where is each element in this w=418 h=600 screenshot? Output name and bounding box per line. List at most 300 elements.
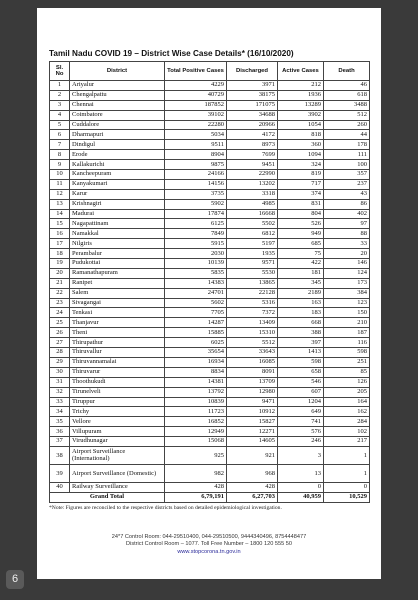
table-row <box>50 288 370 298</box>
row-positive: 14287 <box>165 318 227 328</box>
row-death: 126 <box>324 377 370 387</box>
row-sl-no: 12 <box>50 189 70 199</box>
row-death: 618 <box>324 90 370 100</box>
row-positive: 22280 <box>165 120 227 130</box>
row-death: 33 <box>324 239 370 249</box>
row-death: 237 <box>324 179 370 189</box>
row-sl-no: 16 <box>50 229 70 239</box>
footnote: *Note: Figures are reconciled to the respective districts based on detailed epidemiological investigation. <box>49 504 282 511</box>
row-active: 1204 <box>278 397 324 407</box>
row-active: 360 <box>278 140 324 150</box>
row-death: 44 <box>324 130 370 140</box>
row-discharged: 22990 <box>227 170 278 180</box>
row-discharged: 6812 <box>227 229 278 239</box>
row-positive: 40729 <box>165 90 227 100</box>
table-row <box>50 407 370 417</box>
row-death: 97 <box>324 219 370 229</box>
row-discharged: 5530 <box>227 268 278 278</box>
row-death: 512 <box>324 110 370 120</box>
row-positive: 7705 <box>165 308 227 318</box>
row-positive: 7849 <box>165 229 227 239</box>
row-district: Thiruvarur <box>70 367 165 377</box>
row-discharged: 7372 <box>227 308 278 318</box>
row-discharged: 968 <box>227 464 278 482</box>
row-active: 2189 <box>278 288 324 298</box>
row-sl-no: 24 <box>50 308 70 318</box>
row-active: 1094 <box>278 150 324 160</box>
row-death: 173 <box>324 278 370 288</box>
row-death: 43 <box>324 189 370 199</box>
row-sl-no: 36 <box>50 427 70 437</box>
row-discharged: 13865 <box>227 278 278 288</box>
row-positive: 35654 <box>165 348 227 358</box>
row-discharged: 15827 <box>227 417 278 427</box>
table-row <box>50 189 370 199</box>
table-row <box>50 397 370 407</box>
row-active: 668 <box>278 318 324 328</box>
row-discharged: 3971 <box>227 81 278 91</box>
website-link[interactable]: www.stopcorona.tn.gov.in <box>177 548 241 555</box>
row-sl-no: 5 <box>50 120 70 130</box>
row-discharged: 921 <box>227 446 278 464</box>
row-active: 163 <box>278 298 324 308</box>
row-sl-no: 38 <box>50 446 70 464</box>
row-discharged: 16668 <box>227 209 278 219</box>
contact-footer <box>49 534 369 557</box>
row-active: 526 <box>278 219 324 229</box>
table-row <box>50 464 370 482</box>
row-active: 1936 <box>278 90 324 100</box>
row-active: 0 <box>278 482 324 492</box>
row-active: 949 <box>278 229 324 239</box>
row-district: Chennai <box>70 100 165 110</box>
row-discharged: 8091 <box>227 367 278 377</box>
row-death: 402 <box>324 209 370 219</box>
table-row <box>50 367 370 377</box>
row-positive: 9511 <box>165 140 227 150</box>
row-positive: 8904 <box>165 150 227 160</box>
header-district: District <box>70 62 165 81</box>
row-active: 388 <box>278 328 324 338</box>
table-row <box>50 377 370 387</box>
table-row <box>50 179 370 189</box>
row-discharged: 9471 <box>227 397 278 407</box>
table-row <box>50 100 370 110</box>
row-positive: 14381 <box>165 377 227 387</box>
row-district: Tirunelveli <box>70 387 165 397</box>
row-district: Krishnagiri <box>70 199 165 209</box>
table-row <box>50 140 370 150</box>
table-row <box>50 90 370 100</box>
row-sl-no: 39 <box>50 464 70 482</box>
table-row <box>50 209 370 219</box>
row-discharged: 1935 <box>227 249 278 259</box>
row-positive: 5034 <box>165 130 227 140</box>
row-active: 13 <box>278 464 324 482</box>
row-district: Cuddalore <box>70 120 165 130</box>
table-row <box>50 110 370 120</box>
row-district: Ramanathapuram <box>70 268 165 278</box>
table-row <box>50 318 370 328</box>
row-death: 88 <box>324 229 370 239</box>
row-sl-no: 22 <box>50 288 70 298</box>
row-death: 85 <box>324 367 370 377</box>
row-sl-no: 7 <box>50 140 70 150</box>
row-district: Kallakurichi <box>70 160 165 170</box>
row-discharged: 15310 <box>227 328 278 338</box>
row-death: 46 <box>324 81 370 91</box>
table-row <box>50 338 370 348</box>
row-discharged: 38175 <box>227 90 278 100</box>
row-district: Madurai <box>70 209 165 219</box>
row-death: 1 <box>324 464 370 482</box>
row-active: 607 <box>278 387 324 397</box>
table-row <box>50 437 370 447</box>
row-district: Villupuram <box>70 427 165 437</box>
row-positive: 4229 <box>165 81 227 91</box>
table-row <box>50 219 370 229</box>
row-positive: 14156 <box>165 179 227 189</box>
row-active: 831 <box>278 199 324 209</box>
table-row <box>50 199 370 209</box>
row-death: 102 <box>324 427 370 437</box>
row-positive: 3735 <box>165 189 227 199</box>
row-district: Kancheepuram <box>70 170 165 180</box>
row-discharged: 5316 <box>227 298 278 308</box>
row-sl-no: 35 <box>50 417 70 427</box>
row-discharged: 5197 <box>227 239 278 249</box>
table-row <box>50 160 370 170</box>
row-death: 178 <box>324 140 370 150</box>
row-district: Trichy <box>70 407 165 417</box>
row-discharged: 13202 <box>227 179 278 189</box>
row-active: 649 <box>278 407 324 417</box>
row-district: Nilgiris <box>70 239 165 249</box>
row-active: 324 <box>278 160 324 170</box>
row-death: 260 <box>324 120 370 130</box>
table-row <box>50 150 370 160</box>
row-positive: 16934 <box>165 357 227 367</box>
row-active: 181 <box>278 268 324 278</box>
row-positive: 2030 <box>165 249 227 259</box>
table-row <box>50 229 370 239</box>
table-row <box>50 446 370 464</box>
row-district: Kanyakumari <box>70 179 165 189</box>
row-active: 374 <box>278 189 324 199</box>
row-active: 685 <box>278 239 324 249</box>
row-discharged: 9451 <box>227 160 278 170</box>
table-row <box>50 278 370 288</box>
grand-total-row <box>50 492 370 502</box>
row-district: Salem <box>70 288 165 298</box>
row-positive: 15885 <box>165 328 227 338</box>
row-death: 150 <box>324 308 370 318</box>
row-positive: 17874 <box>165 209 227 219</box>
row-positive: 24166 <box>165 170 227 180</box>
row-active: 422 <box>278 259 324 269</box>
grand-total-positive: 6,79,191 <box>165 492 227 502</box>
row-active: 741 <box>278 417 324 427</box>
row-death: 1 <box>324 446 370 464</box>
row-death: 164 <box>324 397 370 407</box>
row-district: Airport Surveillance (Domestic) <box>70 464 165 482</box>
row-positive: 16852 <box>165 417 227 427</box>
row-active: 183 <box>278 308 324 318</box>
row-district: Airport Surveillance (International) <box>70 446 165 464</box>
row-sl-no: 40 <box>50 482 70 492</box>
district-control-line: District Control Room – 1077. Toll Free Number – 1800 120 555 50 <box>126 541 292 548</box>
row-sl-no: 10 <box>50 170 70 180</box>
row-positive: 187852 <box>165 100 227 110</box>
grand-total-active: 40,959 <box>278 492 324 502</box>
header-death: Death <box>324 62 370 81</box>
row-district: Pudukottai <box>70 259 165 269</box>
table-row <box>50 348 370 358</box>
table-row <box>50 259 370 269</box>
row-death: 598 <box>324 348 370 358</box>
row-active: 246 <box>278 437 324 447</box>
table-row <box>50 387 370 397</box>
row-death: 384 <box>324 288 370 298</box>
row-sl-no: 27 <box>50 338 70 348</box>
row-active: 819 <box>278 170 324 180</box>
row-sl-no: 9 <box>50 160 70 170</box>
row-discharged: 12271 <box>227 427 278 437</box>
row-sl-no: 31 <box>50 377 70 387</box>
table-row <box>50 268 370 278</box>
row-district: Virudhunagar <box>70 437 165 447</box>
row-death: 86 <box>324 199 370 209</box>
row-discharged: 10912 <box>227 407 278 417</box>
row-sl-no: 20 <box>50 268 70 278</box>
row-sl-no: 26 <box>50 328 70 338</box>
row-positive: 10839 <box>165 397 227 407</box>
row-district: Thanjavur <box>70 318 165 328</box>
row-sl-no: 6 <box>50 130 70 140</box>
row-discharged: 8973 <box>227 140 278 150</box>
row-positive: 6025 <box>165 338 227 348</box>
row-active: 576 <box>278 427 324 437</box>
row-death: 205 <box>324 387 370 397</box>
grand-total-death: 10,529 <box>324 492 370 502</box>
control-room-line: 24*7 Control Room: 044-29510400, 044-29510500, 9444340496, 8754448477 <box>111 533 307 540</box>
row-active: 717 <box>278 179 324 189</box>
row-sl-no: 30 <box>50 367 70 377</box>
row-sl-no: 28 <box>50 348 70 358</box>
table-row <box>50 170 370 180</box>
row-positive: 12949 <box>165 427 227 437</box>
table-row <box>50 249 370 259</box>
row-discharged: 171075 <box>227 100 278 110</box>
row-positive: 15068 <box>165 437 227 447</box>
row-death: 0 <box>324 482 370 492</box>
row-district: Chengalpattu <box>70 90 165 100</box>
row-district: Railway Surveillance <box>70 482 165 492</box>
table-row <box>50 298 370 308</box>
row-sl-no: 32 <box>50 387 70 397</box>
row-sl-no: 37 <box>50 437 70 447</box>
row-sl-no: 29 <box>50 357 70 367</box>
row-sl-no: 17 <box>50 239 70 249</box>
row-sl-no: 15 <box>50 219 70 229</box>
row-positive: 11723 <box>165 407 227 417</box>
district-case-table <box>49 61 370 503</box>
row-positive: 5602 <box>165 298 227 308</box>
row-positive: 925 <box>165 446 227 464</box>
row-positive: 982 <box>165 464 227 482</box>
row-death: 162 <box>324 407 370 417</box>
row-discharged: 5512 <box>227 338 278 348</box>
page-number-badge: 6 <box>6 570 24 589</box>
row-discharged: 5502 <box>227 219 278 229</box>
row-sl-no: 8 <box>50 150 70 160</box>
row-active: 397 <box>278 338 324 348</box>
row-district: Thoothukudi <box>70 377 165 387</box>
table-row <box>50 239 370 249</box>
row-positive: 24701 <box>165 288 227 298</box>
row-sl-no: 1 <box>50 81 70 91</box>
row-active: 598 <box>278 357 324 367</box>
row-positive: 5915 <box>165 239 227 249</box>
row-positive: 14383 <box>165 278 227 288</box>
row-district: Vellore <box>70 417 165 427</box>
row-sl-no: 19 <box>50 259 70 269</box>
row-sl-no: 14 <box>50 209 70 219</box>
row-active: 818 <box>278 130 324 140</box>
row-death: 116 <box>324 338 370 348</box>
row-discharged: 16085 <box>227 357 278 367</box>
row-sl-no: 18 <box>50 249 70 259</box>
row-death: 123 <box>324 298 370 308</box>
row-positive: 5902 <box>165 199 227 209</box>
row-discharged: 4985 <box>227 199 278 209</box>
table-row <box>50 482 370 492</box>
row-death: 146 <box>324 259 370 269</box>
row-death: 124 <box>324 268 370 278</box>
table-row <box>50 417 370 427</box>
row-sl-no: 21 <box>50 278 70 288</box>
row-district: Thiruvallur <box>70 348 165 358</box>
row-district: Perambalur <box>70 249 165 259</box>
row-discharged: 34688 <box>227 110 278 120</box>
row-positive: 9875 <box>165 160 227 170</box>
row-district: Tenkasi <box>70 308 165 318</box>
header-discharged: Discharged <box>227 62 278 81</box>
row-death: 100 <box>324 160 370 170</box>
row-sl-no: 13 <box>50 199 70 209</box>
row-positive: 8834 <box>165 367 227 377</box>
row-active: 804 <box>278 209 324 219</box>
row-sl-no: 25 <box>50 318 70 328</box>
row-discharged: 13409 <box>227 318 278 328</box>
row-district: Thirupathur <box>70 338 165 348</box>
row-sl-no: 33 <box>50 397 70 407</box>
header-positive: Total Positive Cases <box>165 62 227 81</box>
row-district: Theni <box>70 328 165 338</box>
row-district: Sivagangai <box>70 298 165 308</box>
row-discharged: 7699 <box>227 150 278 160</box>
row-death: 187 <box>324 328 370 338</box>
row-death: 251 <box>324 357 370 367</box>
table-header-row <box>50 62 370 81</box>
document-page <box>37 8 381 579</box>
table-row <box>50 120 370 130</box>
row-district: Nagapattinam <box>70 219 165 229</box>
table-row <box>50 81 370 91</box>
table-row <box>50 427 370 437</box>
row-sl-no: 34 <box>50 407 70 417</box>
row-positive: 428 <box>165 482 227 492</box>
row-district: Dindigul <box>70 140 165 150</box>
document-title: Tamil Nadu COVID 19 – District Wise Case Details* (16/10/2020) <box>49 49 294 58</box>
row-positive: 39102 <box>165 110 227 120</box>
row-active: 1413 <box>278 348 324 358</box>
table-row <box>50 328 370 338</box>
row-sl-no: 11 <box>50 179 70 189</box>
row-discharged: 33643 <box>227 348 278 358</box>
row-positive: 5835 <box>165 268 227 278</box>
row-death: 3488 <box>324 100 370 110</box>
row-active: 546 <box>278 377 324 387</box>
row-sl-no: 3 <box>50 100 70 110</box>
header-sl-no: Sl. No <box>50 62 70 81</box>
row-district: Dharmapuri <box>70 130 165 140</box>
row-death: 357 <box>324 170 370 180</box>
row-discharged: 13709 <box>227 377 278 387</box>
row-district: Karur <box>70 189 165 199</box>
row-discharged: 22128 <box>227 288 278 298</box>
table-row <box>50 130 370 140</box>
row-discharged: 4172 <box>227 130 278 140</box>
row-discharged: 20966 <box>227 120 278 130</box>
table-row <box>50 357 370 367</box>
table-body <box>50 81 370 493</box>
row-active: 3 <box>278 446 324 464</box>
row-discharged: 9571 <box>227 259 278 269</box>
row-discharged: 14605 <box>227 437 278 447</box>
row-district: Erode <box>70 150 165 160</box>
row-district: Ranipet <box>70 278 165 288</box>
row-discharged: 3318 <box>227 189 278 199</box>
row-positive: 6125 <box>165 219 227 229</box>
row-district: Coimbatore <box>70 110 165 120</box>
row-death: 284 <box>324 417 370 427</box>
row-district: Ariyalur <box>70 81 165 91</box>
row-death: 20 <box>324 249 370 259</box>
row-active: 13289 <box>278 100 324 110</box>
row-sl-no: 4 <box>50 110 70 120</box>
row-district: Thiruvannamalai <box>70 357 165 367</box>
row-death: 111 <box>324 150 370 160</box>
row-active: 75 <box>278 249 324 259</box>
row-discharged: 12980 <box>227 387 278 397</box>
row-active: 345 <box>278 278 324 288</box>
row-discharged: 428 <box>227 482 278 492</box>
row-district: Namakkal <box>70 229 165 239</box>
row-active: 658 <box>278 367 324 377</box>
row-active: 3902 <box>278 110 324 120</box>
row-district: Tiruppur <box>70 397 165 407</box>
row-sl-no: 23 <box>50 298 70 308</box>
header-active: Active Cases <box>278 62 324 81</box>
row-active: 212 <box>278 81 324 91</box>
row-death: 210 <box>324 318 370 328</box>
table-row <box>50 308 370 318</box>
row-death: 217 <box>324 437 370 447</box>
grand-total-discharged: 6,27,703 <box>227 492 278 502</box>
row-positive: 10139 <box>165 259 227 269</box>
row-positive: 13792 <box>165 387 227 397</box>
